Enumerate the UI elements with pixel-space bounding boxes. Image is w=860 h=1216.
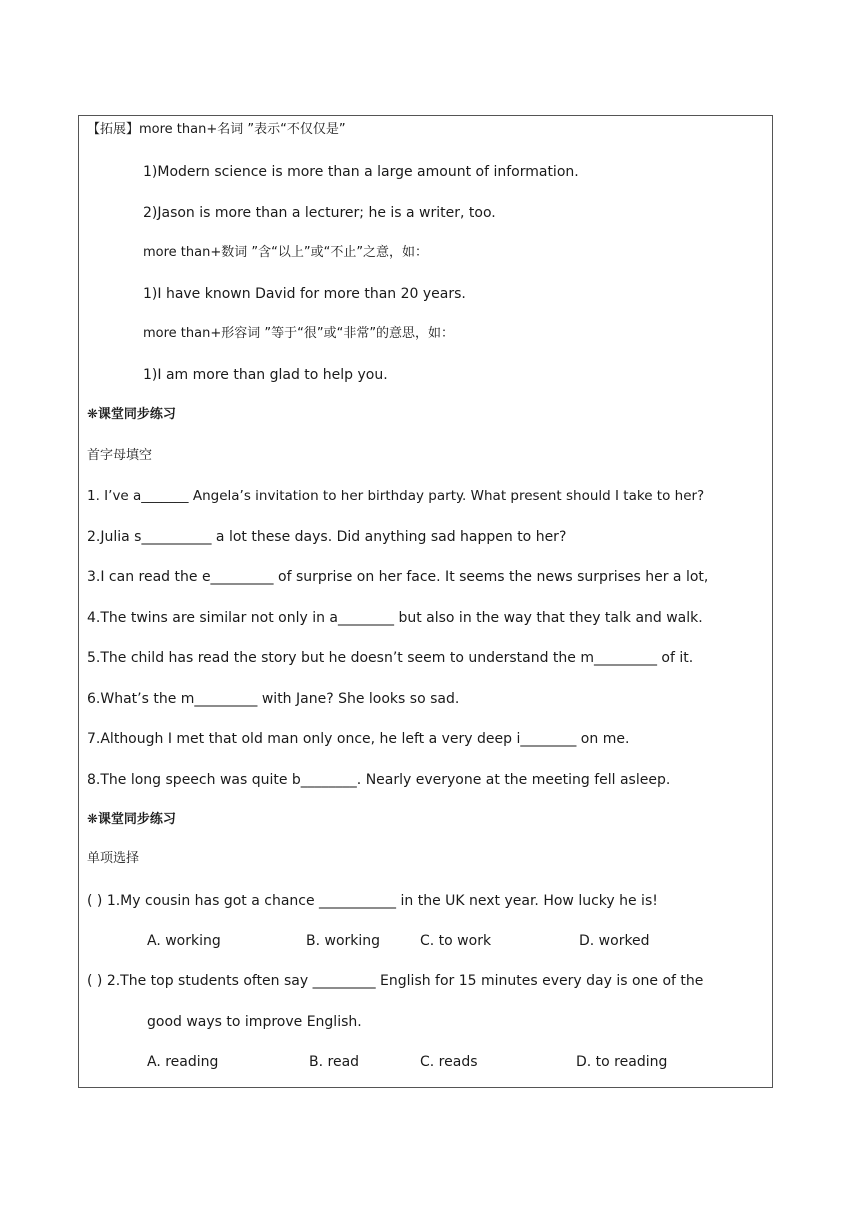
fill-blank-question: 4.The twins are similar not only in a________ but also in the way that they talk and walk. xyxy=(87,610,703,626)
option-a: A. reading xyxy=(147,1054,219,1070)
fill-blank-question: 6.What’s the m_________ with Jane? She looks so sad. xyxy=(87,691,460,707)
choice-question: ( ) 1.My cousin has got a chance ___________ in the UK next year. How lucky he is! xyxy=(87,893,658,909)
rule-note: more than+形容词 ”等于“很”或“非常”的意思，如： xyxy=(143,326,455,341)
rule-note: more than+数词 ”含“以上”或“不止”之意，如： xyxy=(143,245,429,260)
example-sentence: 1)Modern science is more than a large amount of information. xyxy=(143,164,579,180)
choice-question: ( ) 2.The top students often say _________ English for 15 minutes every day is one of the xyxy=(87,973,704,989)
example-sentence: 2)Jason is more than a lecturer; he is a writer, too. xyxy=(143,205,496,221)
option-d: D. worked xyxy=(579,933,650,949)
section-title: ❋课堂同步练习 xyxy=(87,407,176,422)
fill-blank-question: 7.Although I met that old man only once, he left a very deep i________ on me. xyxy=(87,731,630,747)
option-b: B. read xyxy=(309,1054,360,1070)
section-subtitle: 单项选择 xyxy=(87,851,140,866)
fill-blank-question: 2.Julia s__________ a lot these days. Did anything sad happen to her? xyxy=(87,529,567,545)
section-subtitle: 首字母填空 xyxy=(87,448,153,463)
fill-blank-question: 5.The child has read the story but he doesn’t seem to understand the m_________ of it. xyxy=(87,650,694,666)
fill-blank-question: 1. I’ve a_______ Angela’s invitation to her birthday party. What present should I take to her? xyxy=(87,488,705,504)
option-c: C. reads xyxy=(420,1054,478,1070)
fill-blank-question: 8.The long speech was quite b________. Nearly everyone at the meeting fell asleep. xyxy=(87,772,671,788)
option-c: C. to work xyxy=(420,933,492,949)
fill-blank-question: 3.I can read the e_________ of surprise on her face. It seems the news surprises her a lot, xyxy=(87,569,709,585)
choice-question-continuation: good ways to improve English. xyxy=(147,1014,362,1030)
option-b: B. working xyxy=(306,933,381,949)
section-title: ❋课堂同步练习 xyxy=(87,812,176,827)
example-sentence: 1)I have known David for more than 20 years. xyxy=(143,286,466,302)
option-a: A. working xyxy=(147,933,221,949)
option-d: D. to reading xyxy=(576,1054,668,1070)
expansion-header: 【拓展】more than+名词 ”表示“不仅仅是” xyxy=(87,122,346,137)
example-sentence: 1)I am more than glad to help you. xyxy=(143,367,388,383)
